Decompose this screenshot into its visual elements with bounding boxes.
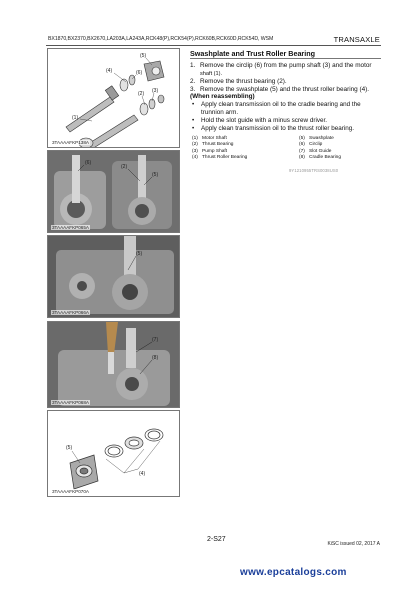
fig1-callout-2: (2) bbox=[138, 91, 145, 97]
legend-label: Motor Shaft bbox=[202, 136, 227, 141]
step-number: 1. bbox=[190, 62, 196, 69]
page-number: 2-S27 bbox=[207, 536, 226, 543]
fig1-callout-6: (6) bbox=[136, 70, 143, 76]
header-divider bbox=[46, 45, 381, 46]
fig1-callout-4: (4) bbox=[106, 68, 113, 74]
legend-entry bbox=[192, 155, 299, 161]
note-text: Apply clean transmission oil to the thrust roller bearing. bbox=[201, 125, 354, 132]
legend-entry bbox=[299, 155, 384, 161]
reassembling-heading: (When reassembling) bbox=[190, 93, 255, 100]
fig1-callout-1: (1) bbox=[72, 115, 79, 121]
figure-caption: 3TAAAAFKP070A bbox=[52, 489, 89, 494]
issue-note: KiSC issued 02, 2017 A bbox=[327, 541, 380, 547]
step-text bbox=[200, 62, 380, 78]
removal-steps bbox=[190, 62, 380, 94]
legend-label: Cradle Bearing bbox=[309, 154, 341, 160]
figure-housing-photo-1 bbox=[47, 150, 180, 233]
legend-number: (7) bbox=[299, 148, 305, 154]
figure-caption: 3TAAAAFKP068A bbox=[52, 400, 89, 405]
fig4-callout-8: (8) bbox=[152, 355, 159, 361]
legend-label: Thrust Roller Bearing bbox=[202, 154, 248, 160]
legend-number: (1) bbox=[192, 136, 198, 141]
legend-number: (8) bbox=[299, 154, 305, 160]
fig3-callout-5: (5) bbox=[136, 251, 143, 257]
legend-number: (2) bbox=[192, 142, 198, 148]
legend-label: Slot Guide bbox=[309, 148, 332, 154]
legend-label: Swashplate bbox=[309, 136, 334, 141]
step-text-line: Remove the circlip (6) from the pump shaft (3) and the motor bbox=[200, 62, 372, 69]
legend-number: (5) bbox=[299, 136, 305, 141]
figure-caption: 3TAAAAFKP065A bbox=[52, 225, 89, 230]
header-section-title: TRANSAXLE bbox=[333, 35, 380, 44]
fig2-callout-5: (5) bbox=[152, 172, 159, 178]
step-text: Remove the swashplate (5) and the thrust roller bearing (4). bbox=[200, 86, 370, 93]
note-text bbox=[201, 101, 361, 117]
figure-swashplate-bearing bbox=[47, 410, 180, 497]
step-number: 3. bbox=[190, 86, 196, 93]
shafts-illustration bbox=[48, 49, 180, 148]
figure-caption: 3TAAAAFKP138A bbox=[52, 140, 89, 145]
step-item bbox=[190, 78, 380, 86]
note-text-line: Apply clean transmission oil to the cradle bearing and the bbox=[201, 101, 361, 108]
fig5-callout-5: (5) bbox=[66, 445, 73, 451]
section-title-divider bbox=[190, 58, 381, 59]
slot-guide-photo bbox=[48, 322, 180, 408]
bullet-mark: • bbox=[192, 101, 195, 108]
fig2-callout-6: (6) bbox=[85, 160, 92, 166]
header-models: BX1870,BX2370,BX2670,LA203A,LA243A,RCK48(P),RCK54(P),RCK60B,RCK60D,RCK54D, WSM bbox=[48, 36, 274, 42]
step-text-continuation: shaft (1). bbox=[200, 71, 223, 77]
document-code: 9Y1210955TRS0038US0 bbox=[289, 168, 339, 173]
legend-label: Pump Shaft bbox=[202, 148, 228, 154]
bullet-mark: • bbox=[192, 125, 195, 132]
section-title: Swashplate and Trust Roller Bearing bbox=[190, 49, 316, 58]
fig5-callout-4: (4) bbox=[139, 471, 146, 477]
step-item bbox=[190, 62, 380, 78]
legend-label: Thrust Bearing bbox=[202, 142, 234, 148]
legend-number: (6) bbox=[299, 142, 305, 148]
note-item bbox=[192, 101, 382, 117]
parts-legend bbox=[192, 136, 382, 161]
swashplate-illustration bbox=[48, 411, 180, 497]
figure-shafts-exploded bbox=[47, 48, 180, 148]
fig4-callout-7: (7) bbox=[152, 337, 159, 343]
note-item bbox=[192, 117, 382, 125]
legend-number: (3) bbox=[192, 148, 198, 154]
fig1-callout-5: (5) bbox=[140, 53, 147, 59]
step-number: 2. bbox=[190, 78, 196, 85]
housing-photo-1 bbox=[48, 151, 180, 233]
housing-photo-2 bbox=[48, 236, 180, 318]
legend-number: (4) bbox=[192, 154, 198, 160]
fig1-callout-3: (3) bbox=[152, 88, 159, 94]
note-text: Hold the slot guide with a minus screw driver. bbox=[201, 117, 327, 124]
step-text: Remove the thrust bearing (2). bbox=[200, 78, 287, 85]
fig2-callout-2: (2) bbox=[121, 164, 128, 170]
figure-caption: 3TAAAAFKP066A bbox=[52, 310, 89, 315]
legend-label: Circlip bbox=[309, 142, 323, 148]
figure-housing-photo-2 bbox=[47, 235, 180, 318]
reassembling-notes bbox=[192, 101, 382, 133]
bullet-mark: • bbox=[192, 117, 195, 124]
note-text-continuation: trunnion arm. bbox=[201, 109, 239, 116]
note-item bbox=[192, 125, 382, 133]
figure-slot-guide-photo bbox=[47, 321, 180, 408]
watermark-link[interactable]: www.epcatalogs.com bbox=[240, 567, 347, 578]
